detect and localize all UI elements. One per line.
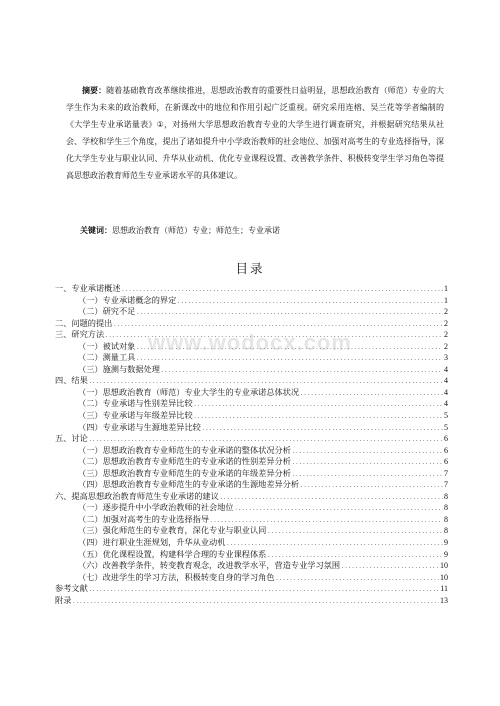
toc-entry-title: 参考文献 [55,583,88,594]
toc-entry[interactable] [55,560,448,572]
abstract-text: 随着基础教育改革继续推进，思想政治教育的重要性日益明显，思想政治教育（师范）专业的大学生作为未来的政治教师，在新课改中的地位和作用引起广泛重视。研究采用连榕、吴兰花等学者编制的《大学生专业承诺量表》①，对扬州大学思想政治教育专业的大学生进行调查研究，并根据研究结果从社会、学校和学生三个角度，提出了诸如提升中小学政治教师的社会地位、加强对高考生的专业选择指导，深化大学生专业与职业认同、升华从业动机、优化专业课程设置、改善教学条件、积极转变学生学习角色等提高思想政治教育师范生专业承诺水平的具体建议。 [66,86,444,180]
toc-entry-page: 10 [440,572,448,582]
toc-entry[interactable] [55,572,448,584]
toc-leader-dots [292,458,443,470]
toc-entry-title: （三）强化师范生的专业教育，深化专业与职业认同 [78,525,267,536]
toc-entry[interactable] [55,329,448,341]
toc-leader-dots [136,308,443,320]
toc-entry-page: 1 [444,295,448,305]
toc-entry-page: 4 [444,376,448,386]
toc-entry[interactable] [55,364,448,376]
toc-entry-page: 2 [444,307,448,317]
toc-entry-page: 2 [444,330,448,340]
toc-entry-page: 4 [444,364,448,374]
toc-entry-page: 9 [444,538,448,548]
toc-entry-title: （一）思想政治教育专业师范生的专业承诺的整体状况分析 [78,444,291,455]
toc-leader-dots [136,343,443,355]
toc-entry[interactable] [55,525,448,537]
toc-entry-title: （四）专业承诺与生源地差异比较 [78,421,201,432]
toc-entry[interactable] [55,283,448,295]
toc-leader-dots [276,574,439,586]
keywords-line [80,225,280,236]
toc-entry-page: 5 [444,422,448,432]
toc-entry-title: （一）被试对象 [78,340,136,351]
toc-entry-title: （二）研究不足 [78,306,136,317]
toc-entry[interactable] [55,398,448,410]
toc-entry-title: （三）施测与数据处理 [78,363,160,374]
toc-leader-dots [72,597,439,609]
toc-entry[interactable] [55,445,448,457]
toc-entry-page: 7 [444,480,448,490]
toc-leader-dots [89,585,440,597]
toc-entry-title: （四）思想政治教育专业师范生的专业承诺的生源地差异分析 [78,479,300,490]
toc-entry-title: （五）优化课程设置，构建科学合理的专业课程体系 [78,548,267,559]
toc-entry-page: 8 [444,491,448,501]
toc-entry-page: 1 [444,284,448,293]
toc-leader-dots [220,493,443,505]
toc-entry-page: 9 [444,549,448,559]
toc-leader-dots [105,331,443,343]
toc-leader-dots [235,504,443,516]
toc-entry-title: 一、专业承诺概述 [55,283,121,293]
toc-entry[interactable] [55,479,448,491]
toc-entry-page: 8 [444,514,448,524]
toc-entry-title: 五、讨论 [55,433,88,444]
toc-entry-title: （一）专业承诺概念的界定 [78,294,177,305]
toc-leader-dots [136,354,443,366]
toc-entry-page: 7 [444,468,448,478]
toc-entry-title: （七）改进学生的学习方法，积极转变自身的学习角色 [78,571,275,582]
toc-entry[interactable] [55,318,448,330]
toc-entry-page: 6 [444,457,448,467]
toc-entry-title: 三、研究方法 [55,329,105,340]
keywords-label: 关键词： [80,226,112,235]
toc-entry[interactable] [55,352,448,364]
toc-entry-page: 8 [444,503,448,513]
toc-entry[interactable] [55,433,448,445]
toc-entry-title: （二）思想政治教育专业师范生的专业承诺的性别差异分析 [78,456,291,467]
toc-leader-dots [161,366,443,378]
toc-entry-title: （一）思想政治教育（师范）专业大学生的专业承诺总体状况 [78,386,300,397]
toc-entry[interactable] [55,491,448,503]
toc-leader-dots [194,412,443,424]
toc-entry-page: 8 [444,526,448,536]
toc-entry-title: 四、结果 [55,375,88,386]
toc-entry[interactable] [55,456,448,468]
toc-entry[interactable] [55,295,448,307]
toc-leader-dots [292,470,443,482]
toc-entry[interactable] [55,387,448,399]
toc-entry-page: 2 [444,318,448,328]
abstract-paragraph [66,82,444,184]
toc-leader-dots [113,320,443,332]
toc-leader-dots [177,297,443,309]
toc-entry-page: 4 [444,399,448,409]
watermark: www.wodocx.com [148,330,352,355]
toc-entry-page: 4 [444,387,448,397]
toc-entry-title: （一）逐步提升中小学政治教师的社会地位 [78,502,234,513]
toc-leader-dots [202,424,443,436]
toc-entry[interactable] [55,341,448,353]
toc-entry-page: 11 [440,584,448,594]
toc-entry[interactable] [55,468,448,480]
toc-entry[interactable] [55,306,448,318]
toc-entry-page: 6 [444,434,448,444]
keywords-text: 思想政治教育（师范）专业；师范生；专业承诺 [112,226,280,235]
toc-entry[interactable] [55,375,448,387]
toc-entry[interactable] [55,583,448,595]
toc-entry-title: （四）进行职业生涯规划，升华从业动机 [78,537,226,548]
toc-entry[interactable] [55,514,448,526]
toc-entry-page: 6 [444,445,448,455]
toc-entry-page: 5 [444,411,448,421]
toc-entry-title: （三）思想政治教育专业师范生的专业承诺的年级差异分析 [78,467,291,478]
toc-leader-dots [300,481,443,493]
toc-entry-title: （三）专业承诺与年级差异比较 [78,410,193,421]
toc-entry-title: （二）加强对高考生的专业选择指导 [78,513,210,524]
toc-entry-page: 13 [440,595,448,605]
toc-leader-dots [341,562,439,574]
toc-entry[interactable] [55,422,448,434]
toc-entry[interactable] [55,537,448,549]
toc-entry-title: 附录 [55,594,72,605]
toc-leader-dots [292,447,443,459]
toc-entry[interactable] [55,549,448,561]
toc-entry-title: （六）改善教学条件，转变教育观念，改进教学水平，营造专业学习氛围 [78,560,341,571]
toc-leader-dots [300,389,443,401]
toc-entry-title: （二）测量工具 [78,352,136,363]
toc-entry-title: （二）专业承诺与性别差异比较 [78,398,193,409]
toc-entry[interactable] [55,410,448,422]
toc-entry[interactable] [55,502,448,514]
toc-leader-dots [194,400,443,412]
abstract-label: 摘要： [82,86,107,95]
table-of-contents [55,283,448,606]
toc-entry-page: 10 [440,561,448,571]
toc-entry-title: 二、问题的提出 [55,317,113,328]
toc-entry-title: 六、提高思想政治教育师范生专业承诺的建议 [55,490,219,501]
toc-title: 目录 [235,261,265,276]
toc-entry[interactable] [55,595,448,607]
toc-entry-page: 3 [444,353,448,363]
toc-entry-page: 2 [444,341,448,351]
toc-leader-dots [267,527,443,539]
